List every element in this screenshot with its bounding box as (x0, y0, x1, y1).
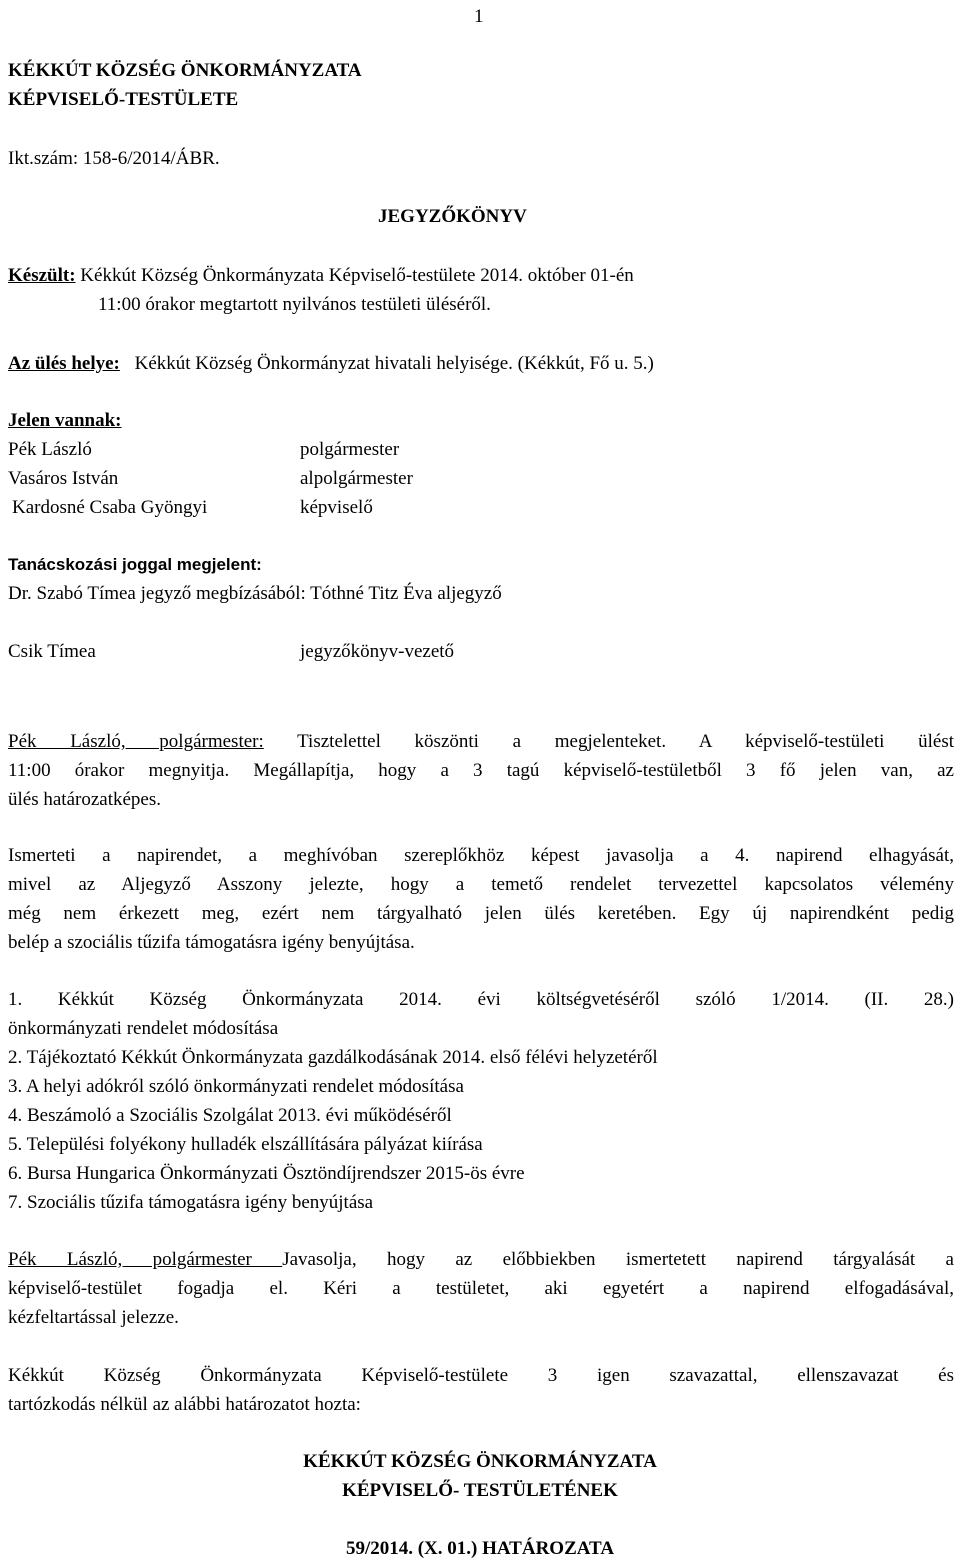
agenda-item: 7. Szociális tűzifa támogatásra igény benyújtása (8, 1192, 374, 1213)
advisory-label: Tanácskozási joggal megjelent: (8, 555, 262, 574)
keszult-label: Készült: (8, 265, 76, 286)
paragraph-row: belép a szociális tűzifa támogatásra igény benyújtása. (8, 932, 415, 953)
paragraph-row: tartózkodás nélkül az alábbi határozatot hozta: (8, 1394, 361, 1415)
opening-paragraph (8, 727, 954, 814)
agenda-item: 2. Tájékoztató Kékkút Önkormányzata gazdálkodásának 2014. első félévi helyzetéről (8, 1047, 658, 1068)
present-label: Jelen vannak: (8, 410, 122, 431)
paragraph-row: ülés határozatképes. (8, 789, 161, 810)
agenda-item: 6. Bursa Hungarica Önkormányzati Ösztöndíjrendszer 2015-ös évre (8, 1163, 525, 1184)
paragraph-row: képviselő-testület fogadja el. Kéri a testületet, aki egyetért a napirend elfogadásával, (8, 1278, 954, 1299)
member-role: polgármester (300, 439, 400, 460)
resolution-number: 59/2014. (X. 01.) HATÁROZATA (345, 1538, 615, 1559)
paragraph-row: kézfeltartással jelezze. (8, 1307, 179, 1328)
paragraph-row: Kékkút Község Önkormányzata Képviselő-testülete 3 igen szavazattal, ellenszavazat és (8, 1365, 954, 1386)
agenda-list (8, 985, 954, 1217)
file-number: Ikt.szám: 158-6/2014/ÁBR. (8, 148, 220, 169)
proposal-paragraph (8, 1245, 954, 1332)
agenda-intro-paragraph (8, 841, 954, 957)
vote-paragraph (8, 1361, 954, 1419)
keszult-text: Kékkút Község Önkormányzata Képviselő-testülete 2014. október 01-én (75, 265, 634, 286)
paragraph-row: 11:00 órakor megnyitja. Megállapítja, hogy a 3 tagú képviselő-testületből 3 fő jelen van, az (8, 760, 954, 781)
meeting-place (8, 353, 654, 375)
resolution-org-line2: KÉPVISELŐ- TESTÜLETÉNEK (342, 1480, 618, 1501)
meeting-place-text: Kékkút Község Önkormányzat hivatali helyisége. (Kékkút, Fő u. 5.) (134, 353, 654, 374)
advisory-attendee: Dr. Szabó Tímea jegyző megbízásából: Tóthné Titz Éva aljegyző (8, 583, 502, 604)
agenda-item: 4. Beszámoló a Szociális Szolgálat 2013. évi működéséről (8, 1105, 452, 1126)
speaker-label: Pék László, polgármester: (8, 731, 264, 752)
paragraph-row: mivel az Aljegyző Asszony jelezte, hogy a temető rendelet tervezettel kapcsolatos vélemény (8, 874, 954, 895)
member-name: Kardosné Csaba Gyöngyi (12, 497, 208, 518)
document-title: JEGYZŐKÖNYV (378, 206, 527, 227)
keszult-line2: 11:00 órakor megtartott nyilvános testületi üléséről. (98, 294, 491, 315)
recorder-name: Csik Tímea (8, 641, 96, 662)
agenda-item: 1. Kékkút Község Önkormányzata 2014. évi költségvetéséről szóló 1/2014. (II. 28.) (8, 989, 954, 1010)
keszult-line1 (8, 265, 634, 287)
agenda-item-continued: önkormányzati rendelet módosítása (8, 1018, 279, 1039)
member-name: Pék László (8, 439, 92, 460)
agenda-item: 5. Települési folyékony hulladék elszállítására pályázat kiírása (8, 1134, 483, 1155)
page-number: 1 (474, 6, 484, 27)
agenda-item: 3. A helyi adókról szóló önkormányzati rendelet módosítása (8, 1076, 464, 1097)
org-name-line1: KÉKKÚT KÖZSÉG ÖNKORMÁNYZATA (8, 60, 362, 81)
paragraph-text: Tisztelettel köszönti a megjelenteket. A képviselő-testületi ülést (263, 731, 954, 752)
member-role: képviselő (300, 497, 373, 518)
org-name-line2: KÉPVISELŐ-TESTÜLETE (8, 89, 239, 110)
speaker-label: Pék László, polgármester (8, 1249, 283, 1270)
member-name: Vasáros István (8, 468, 119, 489)
paragraph-row: még nem érkezett meg, ezért nem tárgyalható jelen ülés keretében. Egy új napirendként pedig (8, 903, 954, 924)
member-role: alpolgármester (300, 468, 413, 489)
paragraph-text: Javasolja, hogy az előbbiekben ismertetett napirend tárgyalását a (282, 1249, 954, 1270)
meeting-place-label: Az ülés helye: (8, 353, 120, 374)
recorder-role: jegyzőkönyv-vezető (300, 641, 455, 662)
resolution-org-line1: KÉKKÚT KÖZSÉG ÖNKORMÁNYZATA (303, 1451, 657, 1472)
paragraph-row: Ismerteti a napirendet, a meghívóban szereplőkhöz képest javasolja a 4. napirend elhagyását, (8, 845, 954, 866)
